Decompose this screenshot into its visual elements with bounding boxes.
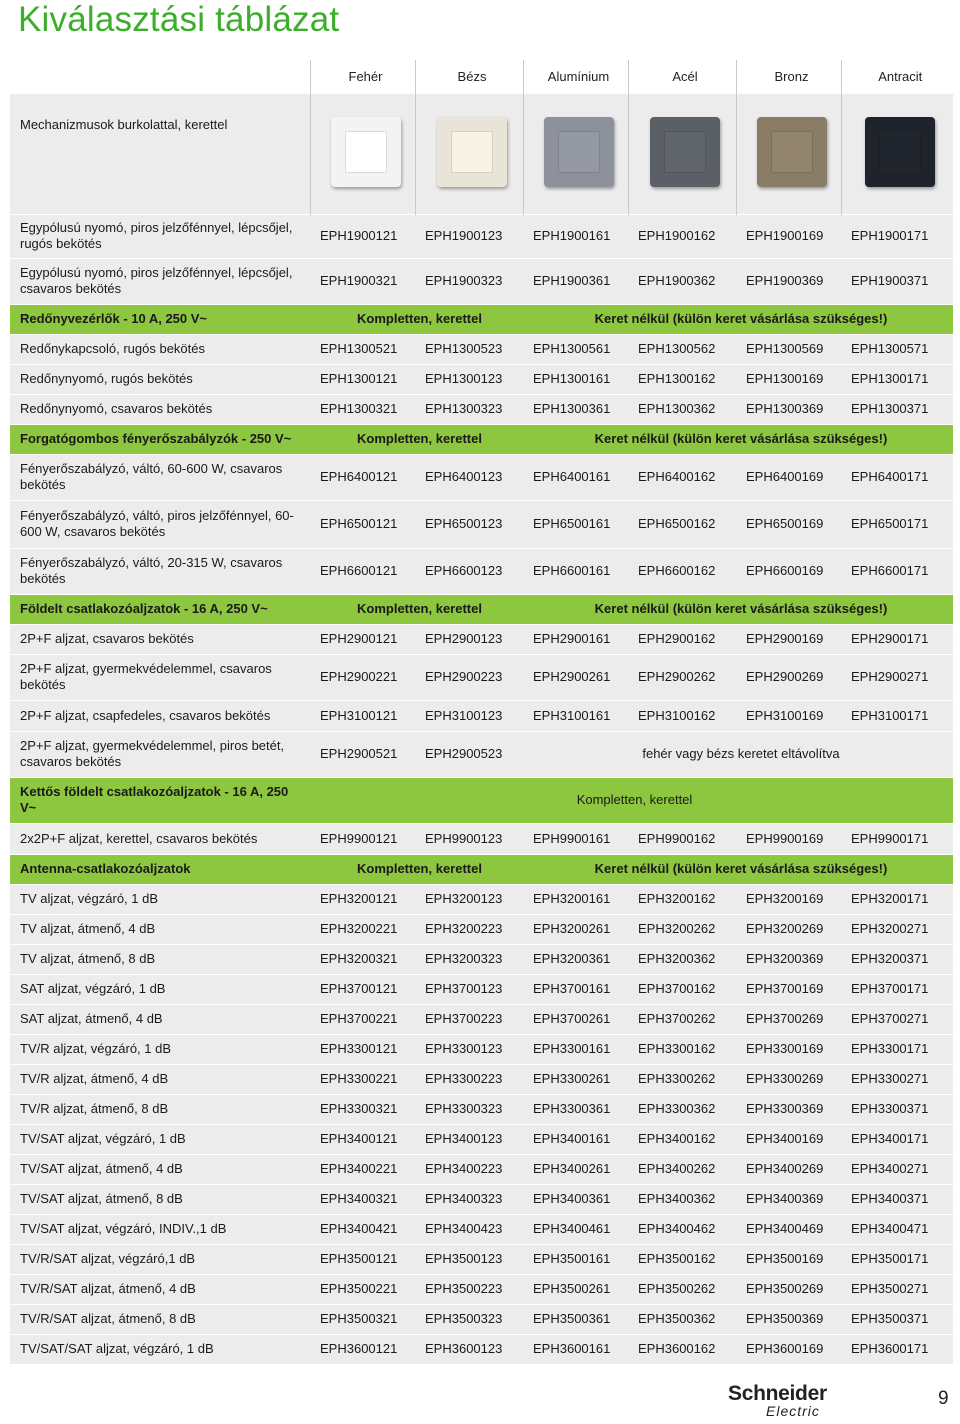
product-code: EPH3400262: [638, 1161, 716, 1176]
group-kompletten-label: Kompletten, kerettel: [357, 861, 482, 876]
product-code: EPH3500121: [320, 1251, 398, 1266]
table-row: [10, 624, 953, 654]
row-label: SAT aljzat, végzáró, 1 dB: [20, 981, 166, 996]
product-code: EPH3500361: [533, 1311, 611, 1326]
product-code: EPH3200162: [638, 891, 716, 906]
group-frameless-label: Keret nélkül (külön keret vásárlása szükséges!): [594, 601, 888, 616]
product-code: EPH3500162: [638, 1251, 716, 1266]
column-header: Bézs: [415, 60, 523, 94]
table-row: [10, 1184, 953, 1214]
product-code: EPH3300221: [320, 1071, 398, 1086]
product-code: EPH3400221: [320, 1161, 398, 1176]
product-code: EPH3600162: [638, 1341, 716, 1356]
product-code: EPH3500223: [425, 1281, 503, 1296]
product-code: EPH6400169: [746, 469, 824, 484]
brand-subname: Electric: [766, 1403, 820, 1419]
product-code: EPH3200369: [746, 951, 824, 966]
table-row: [10, 500, 953, 548]
group-kompletten-label: Kompletten, kerettel: [357, 311, 482, 326]
product-code: EPH3300162: [638, 1041, 716, 1056]
product-code: EPH3200269: [746, 921, 824, 936]
product-code: EPH3300321: [320, 1101, 398, 1116]
row-label: Egypólusú nyomó, piros jelzőfénnyel, lépcsőjel, csavaros bekötés: [20, 265, 293, 296]
product-code: EPH3300269: [746, 1071, 824, 1086]
product-code: EPH3600171: [851, 1341, 929, 1356]
product-code: EPH6500169: [746, 516, 824, 531]
product-code: EPH3400423: [425, 1221, 503, 1236]
product-code: EPH1300571: [851, 341, 929, 356]
product-code: EPH6500171: [851, 516, 929, 531]
product-code: EPH3500371: [851, 1311, 929, 1326]
product-code: EPH3400362: [638, 1191, 716, 1206]
product-code: EPH6500161: [533, 516, 611, 531]
product-code: EPH3600161: [533, 1341, 611, 1356]
product-code: EPH1300171: [851, 371, 929, 386]
product-code: EPH1900361: [533, 273, 611, 288]
product-code: EPH1300161: [533, 371, 611, 386]
product-code: EPH9900162: [638, 830, 716, 846]
table-row: [10, 364, 953, 394]
product-code: EPH6400121: [320, 469, 398, 484]
product-code: EPH1900323: [425, 273, 503, 288]
group-header-row: [10, 854, 953, 884]
product-code: EPH3400261: [533, 1161, 611, 1176]
table-row: [10, 914, 953, 944]
product-code: EPH3100171: [851, 707, 929, 723]
product-code: EPH3700169: [746, 981, 824, 996]
product-code: EPH3200323: [425, 951, 503, 966]
product-code: EPH2900521: [320, 746, 398, 761]
product-code: EPH2900223: [425, 669, 503, 684]
schneider-electric-logo: [728, 1384, 840, 1418]
product-code: EPH3300369: [746, 1101, 824, 1116]
table-row: [10, 884, 953, 914]
product-code: EPH2900171: [851, 631, 929, 646]
product-code: EPH6500162: [638, 516, 716, 531]
product-code: EPH3500123: [425, 1251, 503, 1266]
swatch-row: [10, 94, 953, 214]
product-code: EPH3400223: [425, 1161, 503, 1176]
table-row: [10, 700, 953, 731]
swatch-cell: [415, 94, 523, 214]
product-code: EPH3400361: [533, 1191, 611, 1206]
row-label: Redőnynyomó, csavaros bekötés: [20, 401, 213, 416]
row-label: TV/R aljzat, átmenő, 8 dB: [20, 1101, 169, 1116]
product-code: EPH2900523: [425, 746, 503, 761]
row-label: TV/SAT aljzat, végzáró, 1 dB: [20, 1131, 186, 1146]
product-code: EPH3100123: [425, 707, 503, 723]
table-row: [10, 548, 953, 594]
product-code: EPH6600121: [320, 563, 398, 578]
row-label: Fényerőszabályzó, váltó, piros jelzőfénnyel, 60-600 W, csavaros bekötés: [20, 508, 294, 539]
selection-table: [10, 60, 953, 1365]
product-code: EPH3100161: [533, 707, 611, 723]
product-code: EPH3500362: [638, 1311, 716, 1326]
table-row: [10, 1124, 953, 1154]
product-code: EPH3400161: [533, 1131, 611, 1146]
group-frameless-label: Keret nélkül (külön keret vásárlása szükséges!): [594, 431, 888, 446]
table-row: [10, 1214, 953, 1244]
product-code: EPH3300361: [533, 1101, 611, 1116]
product-code: EPH3300271: [851, 1071, 929, 1086]
product-code: EPH3500369: [746, 1311, 824, 1326]
group-title: Földelt csatlakozóaljzatok - 16 A, 250 V~: [20, 601, 268, 616]
column-header: Fehér: [310, 60, 415, 94]
product-code: EPH3700223: [425, 1011, 503, 1026]
product-code: EPH1900362: [638, 273, 716, 288]
row-label: TV aljzat, végzáró, 1 dB: [20, 891, 159, 906]
product-code: EPH1300121: [320, 371, 398, 386]
product-code: EPH6400162: [638, 469, 716, 484]
product-code: EPH9900161: [533, 830, 611, 846]
table-row: [10, 394, 953, 424]
product-code: EPH3200121: [320, 891, 398, 906]
product-code: EPH3700221: [320, 1011, 398, 1026]
column-header: Alumínium: [523, 60, 628, 94]
product-code: EPH3700269: [746, 1011, 824, 1026]
column-header: Antracit: [841, 60, 953, 94]
group-frameless-label: Keret nélkül (külön keret vásárlása szükséges!): [594, 311, 888, 326]
row-label: TV/SAT aljzat, végzáró, INDIV.,1 dB: [20, 1221, 227, 1236]
swatch-cell: [628, 94, 736, 214]
product-code: EPH2900121: [320, 631, 398, 646]
row-label: TV/R/SAT aljzat, átmenő, 8 dB: [20, 1311, 196, 1326]
switch-image-steel: [650, 117, 720, 187]
product-code: EPH3400471: [851, 1221, 929, 1236]
product-code: EPH3300262: [638, 1071, 716, 1086]
row-label: Egypólusú nyomó, piros jelzőfénnyel, lépcsőjel, rugós bekötés: [20, 220, 293, 251]
product-code: EPH3500221: [320, 1281, 398, 1296]
product-code: EPH3400169: [746, 1131, 824, 1146]
switch-image-beige: [437, 117, 507, 187]
table-row: [10, 1034, 953, 1064]
product-code: EPH1300523: [425, 341, 503, 356]
row-label: TV/R aljzat, végzáró, 1 dB: [20, 1041, 172, 1056]
product-code: EPH3100169: [746, 707, 824, 723]
product-code: EPH3600121: [320, 1341, 398, 1356]
product-code: EPH3200171: [851, 891, 929, 906]
product-code: EPH1300362: [638, 401, 716, 416]
table-row: [10, 334, 953, 364]
table-row: [10, 1304, 953, 1334]
product-code: EPH3700123: [425, 981, 503, 996]
product-code: EPH3400162: [638, 1131, 716, 1146]
product-code: EPH3400321: [320, 1191, 398, 1206]
switch-image-bronze: [757, 117, 827, 187]
product-code: EPH2900221: [320, 669, 398, 684]
product-code: EPH1300123: [425, 371, 503, 386]
product-code: EPH2900123: [425, 631, 503, 646]
product-code: EPH1300369: [746, 401, 824, 416]
product-code: EPH3300261: [533, 1071, 611, 1086]
table-row: [10, 823, 953, 854]
group-title: Kettős földelt csatlakozóaljzatok - 16 A, 250 V~: [20, 784, 289, 815]
product-code: EPH3400421: [320, 1221, 398, 1236]
table-row: [10, 258, 953, 304]
row-label: 2P+F aljzat, csavaros bekötés: [20, 631, 194, 646]
product-code: EPH2900161: [533, 631, 611, 646]
table-row: [10, 1064, 953, 1094]
product-code: EPH3200361: [533, 951, 611, 966]
page-title: Kiválasztási táblázat: [18, 0, 340, 39]
product-code: EPH3200161: [533, 891, 611, 906]
table-row: [10, 944, 953, 974]
group-frameless-label: Keret nélkül (külön keret vásárlása szükséges!): [594, 861, 888, 876]
swatch-cell: [841, 94, 953, 214]
product-code: EPH2900271: [851, 669, 929, 684]
switch-image-aluminium: [544, 117, 614, 187]
mechanism-label: Mechanizmusok burkolattal, kerettel: [10, 94, 310, 214]
row-label: TV/SAT/SAT aljzat, végzáró, 1 dB: [20, 1341, 214, 1356]
product-code: EPH3200261: [533, 921, 611, 936]
product-code: EPH3500171: [851, 1251, 929, 1266]
removal-note: fehér vagy bézs keretet eltávolítva: [642, 746, 840, 761]
product-code: EPH3500271: [851, 1281, 929, 1296]
row-label: TV/R/SAT aljzat, végzáró,1 dB: [20, 1251, 196, 1266]
product-code: EPH9900123: [425, 830, 503, 846]
product-code: EPH1900369: [746, 273, 824, 288]
row-label: Redőnynyomó, rugós bekötés: [20, 371, 193, 386]
product-code: EPH1900171: [851, 228, 929, 243]
product-code: EPH6600123: [425, 563, 503, 578]
product-code: EPH1900121: [320, 228, 398, 243]
product-code: EPH3400461: [533, 1221, 611, 1236]
row-label: Fényerőszabályzó, váltó, 60-600 W, csavaros bekötés: [20, 461, 283, 492]
group-title: Forgatógombos fényerőszabályzók - 250 V~: [20, 431, 292, 446]
product-code: EPH6600171: [851, 563, 929, 578]
swatch-cell: [736, 94, 841, 214]
product-code: EPH3200123: [425, 891, 503, 906]
product-code: EPH3200371: [851, 951, 929, 966]
product-code: EPH6400161: [533, 469, 611, 484]
product-code: EPH3300371: [851, 1101, 929, 1116]
product-code: EPH3500161: [533, 1251, 611, 1266]
table-row: [10, 731, 953, 777]
group-header-row: [10, 424, 953, 454]
product-code: EPH1900162: [638, 228, 716, 243]
product-code: EPH1300169: [746, 371, 824, 386]
product-code: EPH1300561: [533, 341, 611, 356]
group-kompletten-label: Kompletten, kerettel: [576, 792, 693, 807]
table-row: [10, 1094, 953, 1124]
product-code: EPH3200169: [746, 891, 824, 906]
product-code: EPH1900169: [746, 228, 824, 243]
table-row: [10, 1154, 953, 1184]
row-label: 2P+F aljzat, gyermekvédelemmel, piros betét, csavaros bekötés: [20, 738, 285, 769]
product-code: EPH3300323: [425, 1101, 503, 1116]
product-code: EPH3300362: [638, 1101, 716, 1116]
product-code: EPH3300161: [533, 1041, 611, 1056]
page-number: 9: [938, 1388, 949, 1409]
product-code: EPH1900161: [533, 228, 611, 243]
row-label: TV/R/SAT aljzat, átmenő, 4 dB: [20, 1281, 196, 1296]
product-code: EPH3600123: [425, 1341, 503, 1356]
product-code: EPH3100162: [638, 707, 716, 723]
product-code: EPH3500169: [746, 1251, 824, 1266]
product-code: EPH3400123: [425, 1131, 503, 1146]
table-row: [10, 214, 953, 258]
product-code: EPH6600161: [533, 563, 611, 578]
group-title: Redőnyvezérlők - 10 A, 250 V~: [20, 311, 208, 326]
row-label: TV aljzat, átmenő, 8 dB: [20, 951, 156, 966]
group-title: Antenna-csatlakozóaljzatok: [20, 861, 191, 876]
product-code: EPH3700162: [638, 981, 716, 996]
product-code: EPH3400271: [851, 1161, 929, 1176]
group-header-row: [10, 777, 953, 823]
product-code: EPH1300569: [746, 341, 824, 356]
product-code: EPH3400171: [851, 1131, 929, 1146]
row-label: TV aljzat, átmenő, 4 dB: [20, 921, 156, 936]
product-code: EPH3200271: [851, 921, 929, 936]
product-code: EPH3200362: [638, 951, 716, 966]
table-row: [10, 974, 953, 1004]
group-header-row: [10, 304, 953, 334]
row-label: Fényerőszabályzó, váltó, 20-315 W, csavaros bekötés: [20, 555, 283, 586]
column-header: Bronz: [736, 60, 841, 94]
product-code: EPH1900123: [425, 228, 503, 243]
row-label: 2x2P+F aljzat, kerettel, csavaros bekötés: [20, 830, 258, 846]
product-code: EPH3500323: [425, 1311, 503, 1326]
product-code: EPH3200262: [638, 921, 716, 936]
column-header: Acél: [628, 60, 736, 94]
product-code: EPH6400171: [851, 469, 929, 484]
switch-image-anthracite: [865, 117, 935, 187]
header-spacer: [10, 60, 310, 94]
product-code: EPH3200223: [425, 921, 503, 936]
product-code: EPH3400462: [638, 1221, 716, 1236]
product-code: EPH6600169: [746, 563, 824, 578]
product-code: EPH1300371: [851, 401, 929, 416]
swatch-cell: [310, 94, 415, 214]
product-code: EPH2900169: [746, 631, 824, 646]
product-code: EPH1900371: [851, 273, 929, 288]
product-code: EPH2900162: [638, 631, 716, 646]
product-code: EPH3100121: [320, 707, 398, 723]
table-row: [10, 454, 953, 500]
product-code: EPH3500269: [746, 1281, 824, 1296]
product-code: EPH1300323: [425, 401, 503, 416]
product-code: EPH6500121: [320, 516, 398, 531]
product-code: EPH3300123: [425, 1041, 503, 1056]
product-code: EPH2900261: [533, 669, 611, 684]
product-code: EPH6400123: [425, 469, 503, 484]
product-code: EPH3700271: [851, 1011, 929, 1026]
product-code: EPH3400371: [851, 1191, 929, 1206]
product-code: EPH3700261: [533, 1011, 611, 1026]
table-row: [10, 654, 953, 700]
product-code: EPH3700171: [851, 981, 929, 996]
row-label: 2P+F aljzat, csapfedeles, csavaros bekötés: [20, 707, 271, 723]
product-code: EPH9900171: [851, 830, 929, 846]
table-row: [10, 1334, 953, 1364]
product-code: EPH9900121: [320, 830, 398, 846]
product-code: EPH3300121: [320, 1041, 398, 1056]
row-label: TV/SAT aljzat, átmenő, 8 dB: [20, 1191, 183, 1206]
product-code: EPH1300321: [320, 401, 398, 416]
product-code: EPH3700262: [638, 1011, 716, 1026]
product-code: EPH3300171: [851, 1041, 929, 1056]
table-row: [10, 1004, 953, 1034]
product-code: EPH2900262: [638, 669, 716, 684]
group-kompletten-label: Kompletten, kerettel: [357, 431, 482, 446]
product-code: EPH9900169: [746, 830, 824, 846]
product-code: EPH3200221: [320, 921, 398, 936]
product-code: EPH3400121: [320, 1131, 398, 1146]
product-code: EPH1900321: [320, 273, 398, 288]
row-label: TV/SAT aljzat, átmenő, 4 dB: [20, 1161, 183, 1176]
row-label: TV/R aljzat, átmenő, 4 dB: [20, 1071, 169, 1086]
product-code: EPH2900269: [746, 669, 824, 684]
table-row: [10, 1274, 953, 1304]
product-code: EPH3700161: [533, 981, 611, 996]
product-code: EPH6500123: [425, 516, 503, 531]
product-code: EPH1300361: [533, 401, 611, 416]
product-code: EPH6600162: [638, 563, 716, 578]
product-code: EPH3200321: [320, 951, 398, 966]
product-code: EPH3300223: [425, 1071, 503, 1086]
product-code: EPH3400469: [746, 1221, 824, 1236]
table-row: [10, 1244, 953, 1274]
brand-name: Schneider: [728, 1382, 827, 1405]
group-kompletten-label: Kompletten, kerettel: [357, 601, 482, 616]
row-label: SAT aljzat, átmenő, 4 dB: [20, 1011, 163, 1026]
product-code: EPH3600169: [746, 1341, 824, 1356]
product-code: EPH3400323: [425, 1191, 503, 1206]
product-code: EPH3500262: [638, 1281, 716, 1296]
column-header-row: [10, 60, 953, 94]
switch-image-white: [331, 117, 401, 187]
product-code: EPH3500261: [533, 1281, 611, 1296]
product-code: EPH1300521: [320, 341, 398, 356]
product-code: EPH1300162: [638, 371, 716, 386]
row-label: Redőnykapcsoló, rugós bekötés: [20, 341, 206, 356]
swatch-cell: [523, 94, 628, 214]
product-code: EPH3400369: [746, 1191, 824, 1206]
product-code: EPH1300562: [638, 341, 716, 356]
group-header-row: [10, 594, 953, 624]
product-code: EPH3700121: [320, 981, 398, 996]
product-code: EPH3300169: [746, 1041, 824, 1056]
product-code: EPH3500321: [320, 1311, 398, 1326]
product-code: EPH3400269: [746, 1161, 824, 1176]
row-label: 2P+F aljzat, gyermekvédelemmel, csavaros bekötés: [20, 661, 272, 692]
